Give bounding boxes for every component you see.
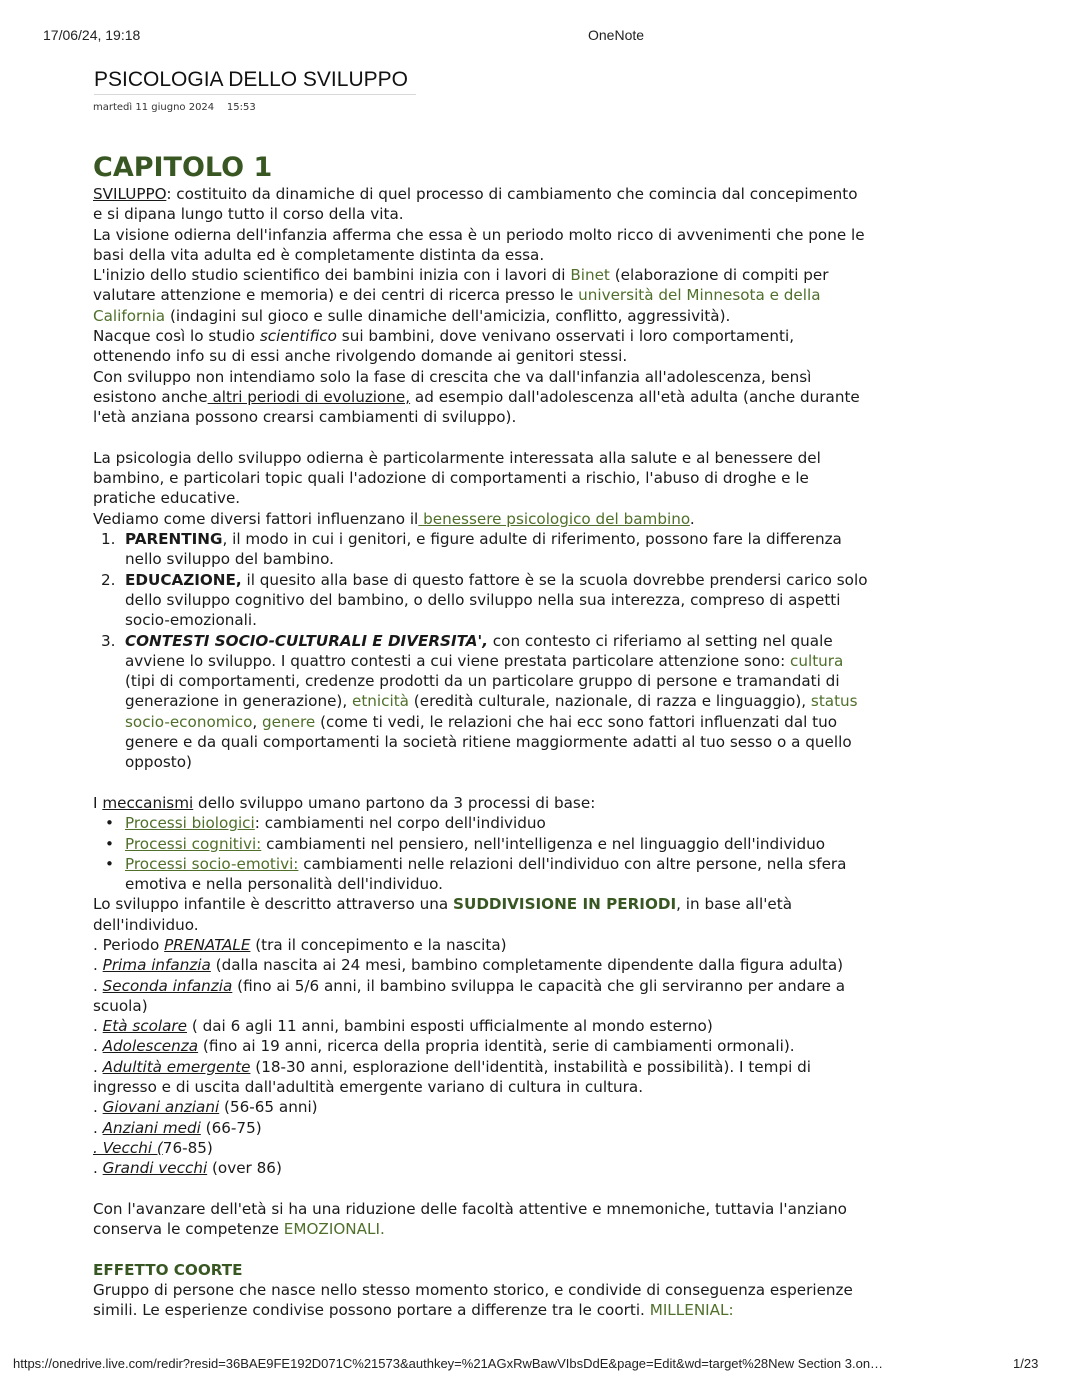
text: , in base all'età dell'individuo. <box>93 895 793 934</box>
period-text: ( dai 6 agli 11 anni, bambini esposti ufficialmente al mondo esterno) <box>187 1017 713 1036</box>
paragraph-coorte <box>93 1280 868 1321</box>
period-line <box>93 1016 868 1036</box>
heading-effetto-coorte: EFFETTO COORTE <box>93 1260 243 1279</box>
text: (eredità culturale, nazionale, di razza e linguaggio), <box>408 692 811 711</box>
period-line <box>93 1138 868 1158</box>
period-prefix: . <box>93 1159 103 1178</box>
page-date-time: 15:53 <box>226 102 256 113</box>
link-process[interactable]: Processi biologici <box>125 814 255 833</box>
factor-text: il quesito alla base di questo fattore è se la scuola dovrebbe prendersi carico solo dello sviluppo cognitivo del bambino, o dello sviluppo nella sua interezza, compreso di aspetti socio-emozionali. <box>125 570 868 630</box>
term-scientifico: scientifico <box>259 327 337 346</box>
text: sui bambini, dove venivano osservati i loro comportamenti, ottenendo info su di essi anche rivolgendo domande ai genitori stessi. <box>93 327 795 366</box>
period-prefix: . <box>93 1057 103 1076</box>
period-prefix: . <box>93 1098 103 1117</box>
context-cultura: cultura <box>790 651 844 670</box>
print-url: https://onedrive.live.com/redir?resid=36BAE9FE192D071C%21573&authkey=%21AGxRwBawVIbsDdE&page=Edit&wd=target%28New Section 3.on… <box>13 1356 884 1371</box>
period-line <box>93 1118 868 1138</box>
term-emozionali: EMOZIONALI. <box>283 1220 385 1239</box>
page-title: PSICOLOGIA DELLO SVILUPPO <box>94 68 416 95</box>
text: Gruppo di persone che nasce nello stesso momento storico, e condivide di conseguenza esperienze simili. Le esperienze condivise possono portare a differenze tra le coorti. <box>93 1281 853 1320</box>
link-benessere-psicologico[interactable]: benessere psicologico del bambino <box>418 509 690 528</box>
period-text: (fino ai 5/6 anni, il bambino sviluppa le capacità che gli serviranno per andare a scuola) <box>93 976 846 1015</box>
list-number: 1. <box>101 530 116 549</box>
text: (come ti vedi, le relazioni che hai ecc sono fattori influenzati dal tuo genere e da quali comportamenti la società ritiene maggiormente adatti al tuo sesso o a quello opposto) <box>125 712 852 772</box>
period-line <box>93 1158 868 1178</box>
period-text: 76-85) <box>162 1138 213 1157</box>
factor-term: EDUCAZIONE, <box>125 570 242 589</box>
period-text: (tra il concepimento e la nascita) <box>250 935 507 954</box>
list-item <box>93 570 868 631</box>
context-genere: genere <box>262 712 316 731</box>
print-page-number: 1/23 <box>1013 1356 1039 1371</box>
period-line <box>93 1036 868 1056</box>
text: Lo sviluppo infantile è descritto attraverso una <box>93 895 454 914</box>
paragraph-eta-anziana <box>93 1199 868 1240</box>
paragraph-scientifico <box>93 326 868 367</box>
link-process[interactable]: Processi cognitivi: <box>125 834 262 853</box>
paragraph-fattori <box>93 509 868 529</box>
paragraph-infanzia: La visione odierna dell'infanzia afferma che essa è un periodo molto ricco di avvenimenti che pone le basi della vita adulta ed è completamente distinta da essa. <box>93 225 865 264</box>
period-text: (dalla nascita ai 24 mesi, bambino completamente dipendente dalla figura adulta) <box>210 956 844 975</box>
period-text: (fino ai 19 anni, ricerca della propria identità, serie di cambiamenti ormonali). <box>198 1037 795 1056</box>
bullet-icon: • <box>105 834 114 853</box>
text: Nacque così lo studio <box>93 327 260 346</box>
print-datetime: 17/06/24, 19:18 <box>43 27 141 43</box>
text: I <box>93 793 103 812</box>
term-sviluppo: SVILUPPO <box>93 185 167 203</box>
note-content <box>93 152 868 1321</box>
list-number: 3. <box>101 631 116 650</box>
paragraph-sviluppo <box>93 184 868 225</box>
bullet-icon: • <box>105 814 114 833</box>
paragraph-meccanismi <box>93 793 868 813</box>
text: (elaborazione di compiti per valutare attenzione e memoria) e dei centri di ricerca presso le <box>93 266 829 305</box>
text: L'inizio dello studio scientifico dei bambini inizia con i lavori di <box>93 266 571 285</box>
process-text: cambiamenti nel pensiero, nell'intelligenza e nel linguaggio dell'individuo <box>261 834 826 853</box>
paragraph-periodi-evoluzione <box>93 367 868 428</box>
link-process[interactable]: Processi socio-emotivi: <box>125 854 299 873</box>
period-prefix: . <box>93 976 103 995</box>
list-item <box>93 631 868 773</box>
period-name: Età scolare <box>102 1017 188 1036</box>
period-prefix: . <box>93 1118 103 1137</box>
text: (tipi di comportamenti, credenze prodotti da un particolare gruppo di persone e tramandati di generazione in generazione), <box>125 672 840 711</box>
factor-term: CONTESTI SOCIO-CULTURALI E DIVERSITA', <box>125 631 488 650</box>
text: (indagini sul gioco e sulle dinamiche dell'amicizia, conflitto, aggressività). <box>165 306 731 325</box>
context-status: status socio-economico <box>125 692 858 731</box>
period-name: Prima infanzia <box>102 956 211 975</box>
text: ad esempio dall'adolescenza all'età adulta (anche durante l'età anziana possono crearsi cambiamenti di sviluppo). <box>93 387 860 427</box>
context-etnicita: etnicità <box>352 692 409 711</box>
period-name: Grandi vecchi <box>102 1159 208 1178</box>
period-text: (56-65 anni) <box>219 1098 318 1117</box>
factor-text: , il modo in cui i genitori, e figure adulte di riferimento, possono fare la differenza nello sviluppo del bambino. <box>125 530 842 569</box>
bullet-icon: • <box>105 854 114 873</box>
text: Con l'avanzare dell'età si ha una riduzione delle facoltà attentive e mnemoniche, tuttavia l'anziano conserva le competenze <box>93 1199 847 1239</box>
process-text: cambiamenti nelle relazioni dell'individuo con altre persone, nella sfera emotiva e nella personalità dell'individuo. <box>125 854 847 894</box>
text: . <box>689 509 695 528</box>
term-millenial: MILLENIAL: <box>649 1301 734 1320</box>
period-line <box>93 1097 868 1117</box>
list-item <box>93 813 868 833</box>
text: dello sviluppo umano partono da 3 processi di base: <box>193 793 596 812</box>
paragraph-suddivisione <box>93 894 868 935</box>
period-name: Adolescenza <box>102 1037 199 1056</box>
period-prefix: . <box>93 1037 103 1056</box>
list-number: 2. <box>101 570 116 589</box>
period-line <box>93 955 868 975</box>
period-name: Seconda infanzia <box>102 976 233 995</box>
text: , <box>252 712 263 731</box>
period-text: (over 86) <box>207 1159 282 1178</box>
period-line <box>93 976 868 1017</box>
term-suddivisione: SUDDIVISIONE IN PERIODI <box>453 895 677 914</box>
paragraph-psicologia-odierna: La psicologia dello sviluppo odierna è particolarmente interessata alla salute e al benessere del bambino, e particolari topic quali l'adozione di comportamenti a rischio, l'abuso di droghe e le pratiche educative. <box>93 448 821 508</box>
list-item <box>93 834 868 854</box>
list-item <box>93 529 868 570</box>
text: Vediamo come diversi fattori influenzano il <box>93 509 419 528</box>
term-altri-periodi: altri periodi di evoluzione, <box>207 387 411 406</box>
term-meccanismi: meccanismi <box>102 793 194 812</box>
period-name: PRENATALE <box>164 935 251 954</box>
period-text: (66-75) <box>200 1118 262 1137</box>
period-line <box>93 1057 868 1098</box>
text: Con sviluppo non intendiamo solo la fase di crescita che va dall'infanzia all'adolescenza, bensì esistono anche <box>93 367 812 406</box>
text: con contesto ci riferiamo al setting nel quale avviene lo sviluppo. I quattro contesti a cui viene prestata particolare attenzione sono: <box>125 631 833 670</box>
term-binet: Binet <box>570 266 610 285</box>
list-item <box>93 854 868 895</box>
period-name: . Vecchi ( <box>93 1138 163 1157</box>
period-prefix: . Periodo <box>93 935 165 954</box>
page-date <box>93 102 256 113</box>
period-line <box>93 935 868 955</box>
period-name: Adultità emergente <box>102 1057 251 1076</box>
chapter-heading: CAPITOLO 1 <box>93 152 273 183</box>
period-name: Anziani medi <box>102 1118 201 1137</box>
period-prefix: . <box>93 1017 103 1036</box>
print-app-name: OneNote <box>588 27 645 43</box>
period-name: Giovani anziani <box>102 1098 220 1117</box>
period-prefix: . <box>93 956 103 975</box>
period-text: (18-30 anni, esplorazione dell'identità, instabilità e possibilità). I tempi di ingresso e di uscita dall'adultità emergente variano di cultura in cultura. <box>93 1057 811 1097</box>
page-date-day: martedì 11 giugno 2024 <box>93 102 215 113</box>
process-text: : cambiamenti nel corpo dell'individuo <box>254 814 546 833</box>
paragraph-studio <box>93 265 868 326</box>
text: : costituito da dinamiche di quel processo di cambiamento che comincia dal concepimento e si dipana lungo tutto il corso della vita. <box>93 185 858 224</box>
term-universita: università del Minnesota e della California <box>93 286 821 325</box>
factor-term: PARENTING <box>125 530 223 549</box>
